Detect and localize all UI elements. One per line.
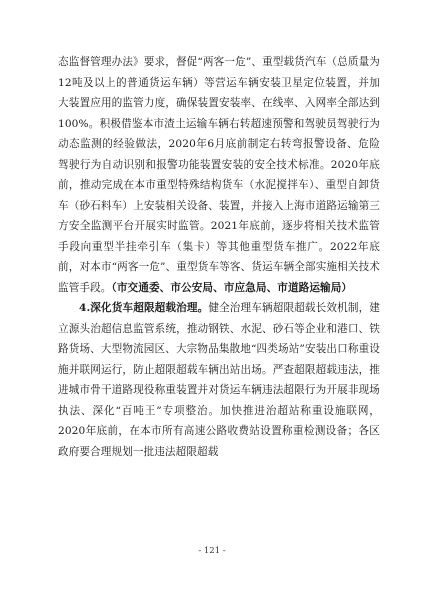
page-number: - 121 -: [198, 546, 226, 556]
paragraph-1-text: 态监督管理办法》要求，督促“两客一危”、重型载货汽车（总质量为12吨及以上的普通货运车辆）等营运车辆安装卫星定位装置，并加大装置应用的监管力度，确保装置安装率、在线率、入网率全部达到100%。积极借鉴本市渣土运输车辆右转超速预警和驾驶员驾驶行为动态监测的经验做法，2020年6月底前制定右转弯报警设备、危险驾驶行为自动识别和报警功能装置安装的安全技术标准。2020年底前，推动完成在本市重型特殊结构货车（水泥搅拌车）、重型自卸货车（砂石料车）上安装相关设备、装置，并接入上海市道路运输第三方安全监测平台开展实时监管。2021年底前，逐步将相关技术监管手段向重型半挂牵引车（集卡）等其他重型货车推广。2022年底前，对本市“两客一危”、重型货车等客、货运车辆全部实施相关技术监管手段。: [58, 56, 380, 294]
paragraph-2-text: 健全治理车辆超限超载长效机制，建立源头治超信息监管系统，推动钢铁、水泥、砂石等企业和港口、铁路货场、大型物流园区、大宗物品集散地“四类场站”安装出口称重设施并联网运行，防止超限超载车辆出站出场。严查超限超载违法，推进城市骨干道路现役称重装置并对货运车辆违法超限行为开展非现场执法、深化“百吨王”专项整治。加快推进治超站称重设施联网，2020年底前，在本市所有高速公路收费站设置称重检测设备；各区政府要合理规划一批违法超限超载: [58, 302, 380, 458]
paragraph-overload-control: [58, 298, 380, 462]
responsible-agencies: （市交通委、市公安局、市应急局、市道路运输局）: [111, 281, 353, 294]
paragraph-regulation-continuation: [58, 52, 380, 298]
section-heading: 4.深化货车超限超载治理。: [79, 302, 209, 314]
document-body: [58, 52, 380, 462]
